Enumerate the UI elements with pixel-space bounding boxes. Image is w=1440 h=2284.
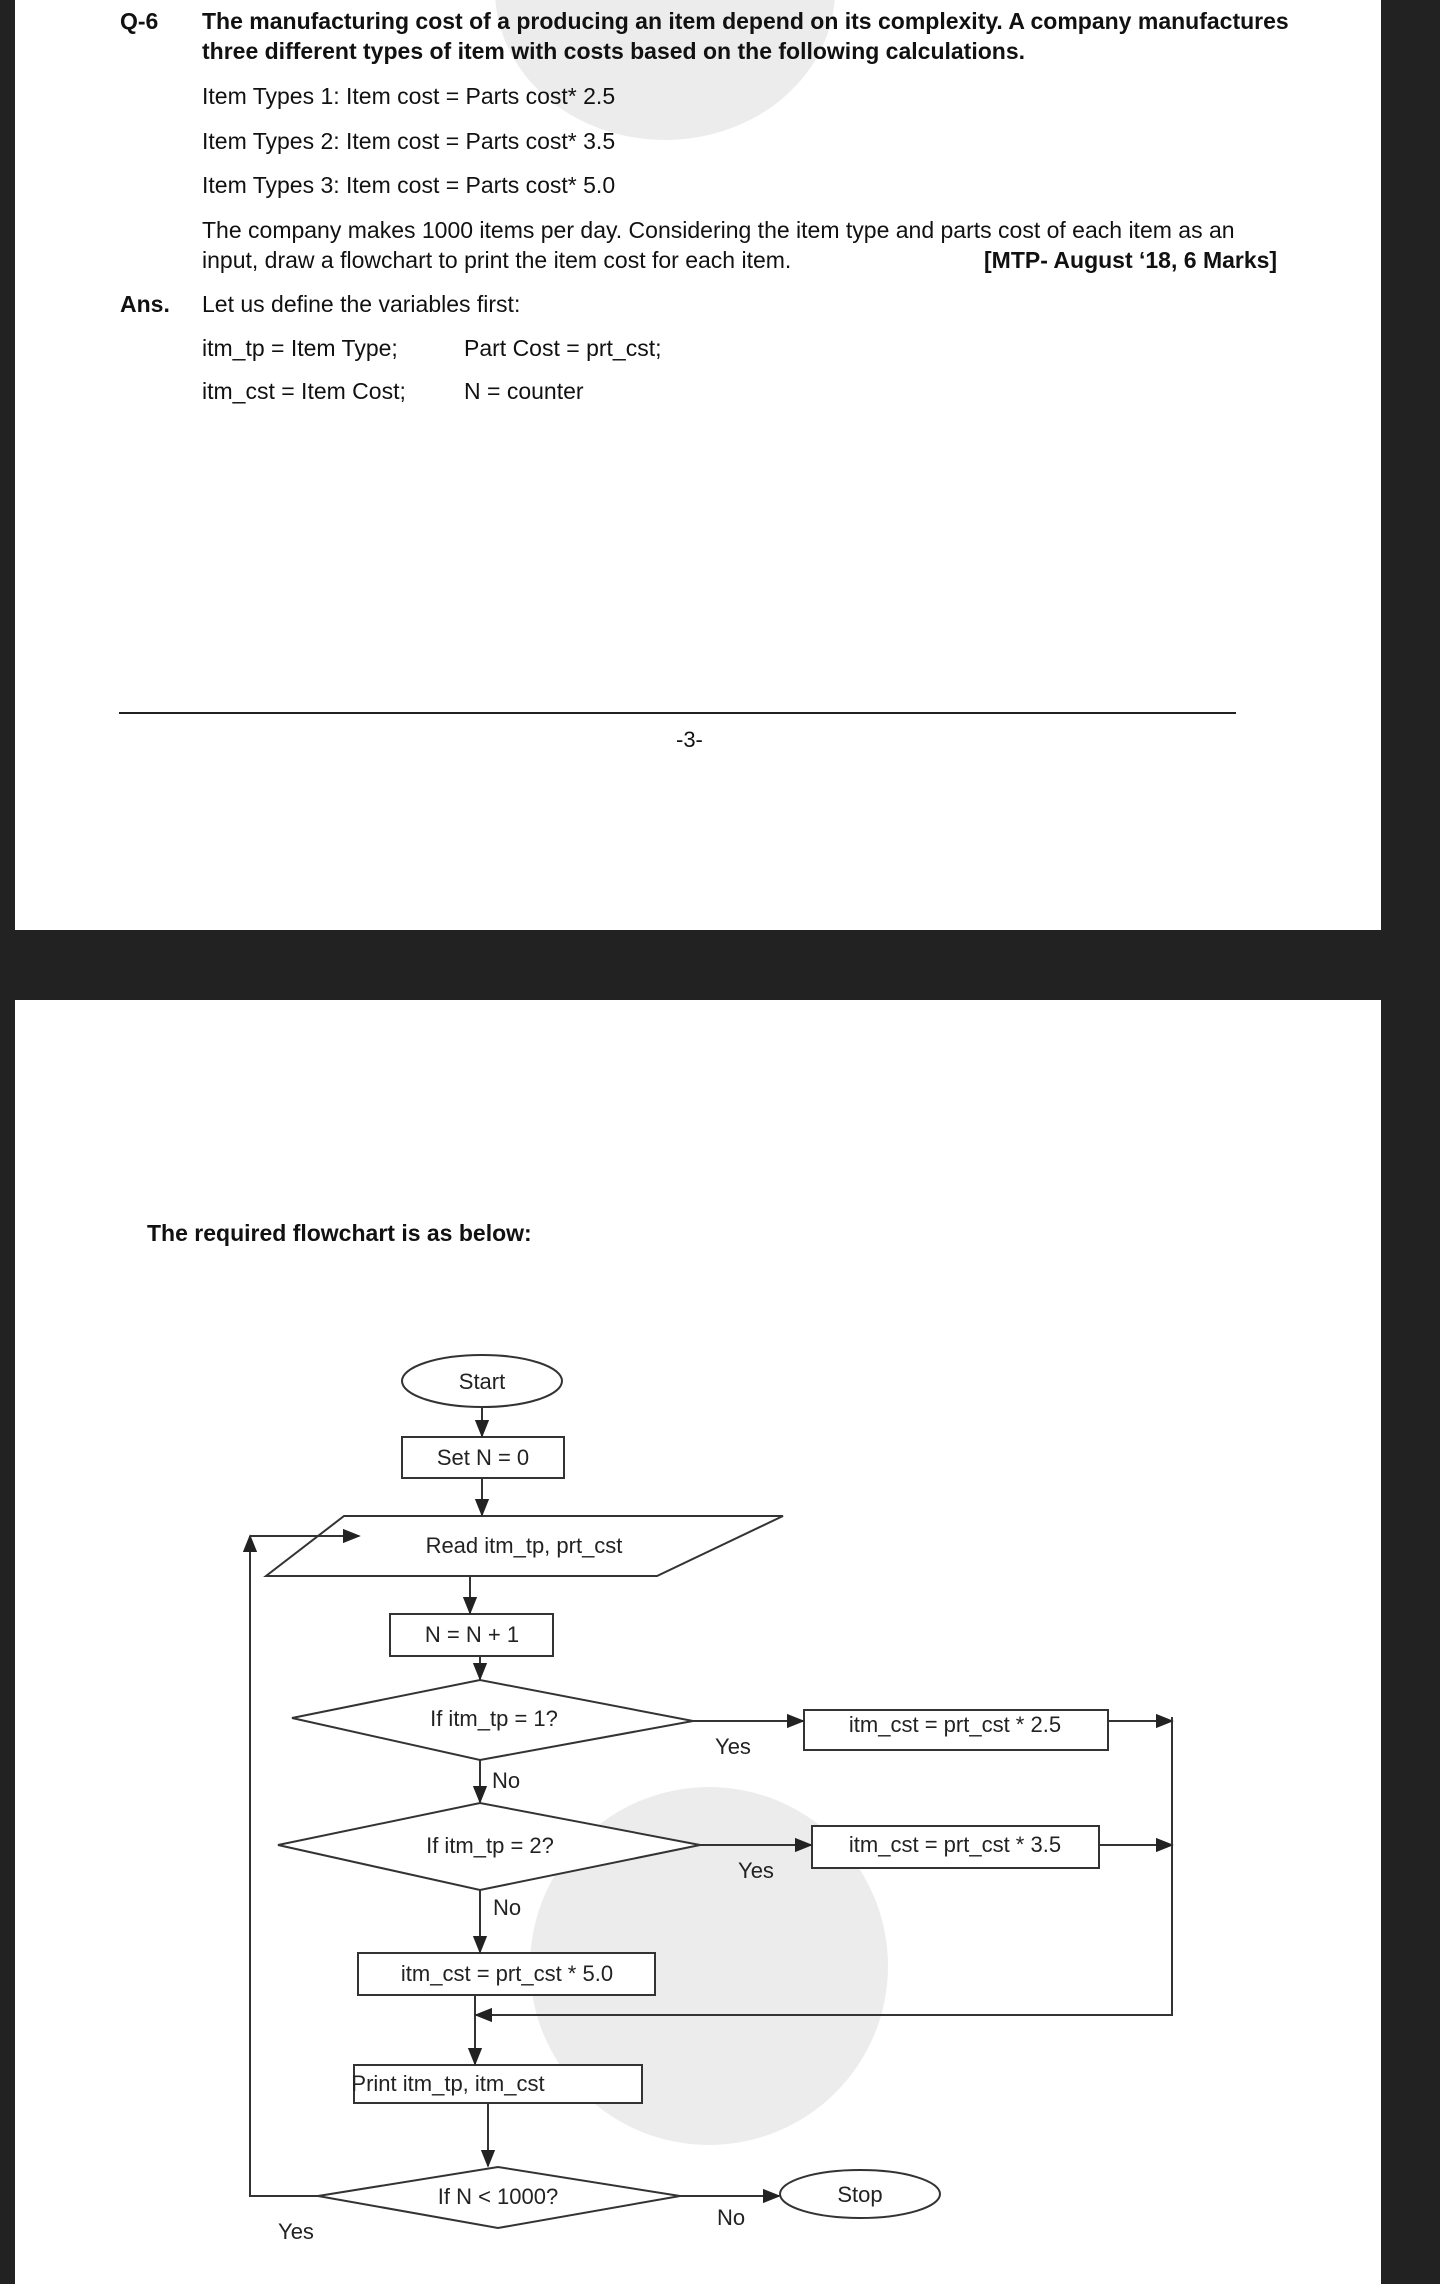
no-label-1: No bbox=[491, 1768, 521, 1793]
yes-label-2: Yes bbox=[738, 1858, 774, 1883]
page-number: -3- bbox=[676, 727, 703, 752]
yes-label-3: Yes bbox=[278, 2219, 314, 2244]
process-2-label: itm_cst = prt_cst * 3.5 bbox=[848, 1832, 1062, 1857]
increment-label: N = N + 1 bbox=[424, 1622, 520, 1647]
stop-label: Stop bbox=[837, 2182, 883, 2207]
variable-counter: N = counter bbox=[464, 378, 584, 404]
start-label: Start bbox=[458, 1369, 506, 1394]
yes-label-1: Yes bbox=[715, 1734, 751, 1759]
variable-item-cost: itm_cst = Item Cost; bbox=[202, 378, 406, 404]
variable-part-cost: Part Cost = prt_cst; bbox=[464, 335, 662, 361]
read-label: Read itm_tp, prt_cst bbox=[425, 1533, 623, 1558]
flowchart bbox=[15, 1000, 1381, 2284]
marks-reference: [MTP- August ‘18, 6 Marks] bbox=[984, 247, 1278, 273]
answer-intro: Let us define the variables first: bbox=[202, 291, 521, 317]
document-page-1 bbox=[15, 0, 1381, 930]
question-paragraph-line-1: The company makes 1000 items per day. Considering the item type and parts cost of each item as an bbox=[202, 217, 1235, 243]
process-3-label: itm_cst = prt_cst * 5.0 bbox=[400, 1961, 614, 1986]
no-label-2: No bbox=[492, 1895, 522, 1920]
process-1-label: itm_cst = prt_cst * 2.5 bbox=[848, 1712, 1062, 1737]
footer-rule bbox=[119, 712, 1236, 714]
flowchart-heading: The required flowchart is as below: bbox=[147, 1220, 532, 1246]
question-stem-line-1: The manufacturing cost of a producing an item depend on its complexity. A company manufactures bbox=[202, 8, 1289, 34]
question-paragraph-line-2: input, draw a flowchart to print the item cost for each item. bbox=[202, 247, 792, 273]
no-label-3: No bbox=[716, 2205, 746, 2230]
decision-3-label: If N < 1000? bbox=[437, 2184, 559, 2209]
variable-item-type: itm_tp = Item Type; bbox=[202, 335, 398, 361]
init-label: Set N = 0 bbox=[436, 1445, 530, 1470]
decision-2-label: If itm_tp = 2? bbox=[426, 1833, 554, 1858]
question-label: Q-6 bbox=[120, 8, 159, 34]
item-type-2: Item Types 2: Item cost = Parts cost* 3.5 bbox=[202, 128, 616, 154]
item-type-1: Item Types 1: Item cost = Parts cost* 2.5 bbox=[202, 83, 616, 109]
question-stem-line-2: three different types of item with costs based on the following calculations. bbox=[202, 38, 1026, 64]
answer-label: Ans. bbox=[120, 291, 170, 317]
print-label: Print itm_tp, itm_cst bbox=[351, 2071, 545, 2096]
document-page-2 bbox=[15, 1000, 1381, 2284]
item-type-3: Item Types 3: Item cost = Parts cost* 5.0 bbox=[202, 172, 616, 198]
decision-1-label: If itm_tp = 1? bbox=[430, 1706, 558, 1731]
